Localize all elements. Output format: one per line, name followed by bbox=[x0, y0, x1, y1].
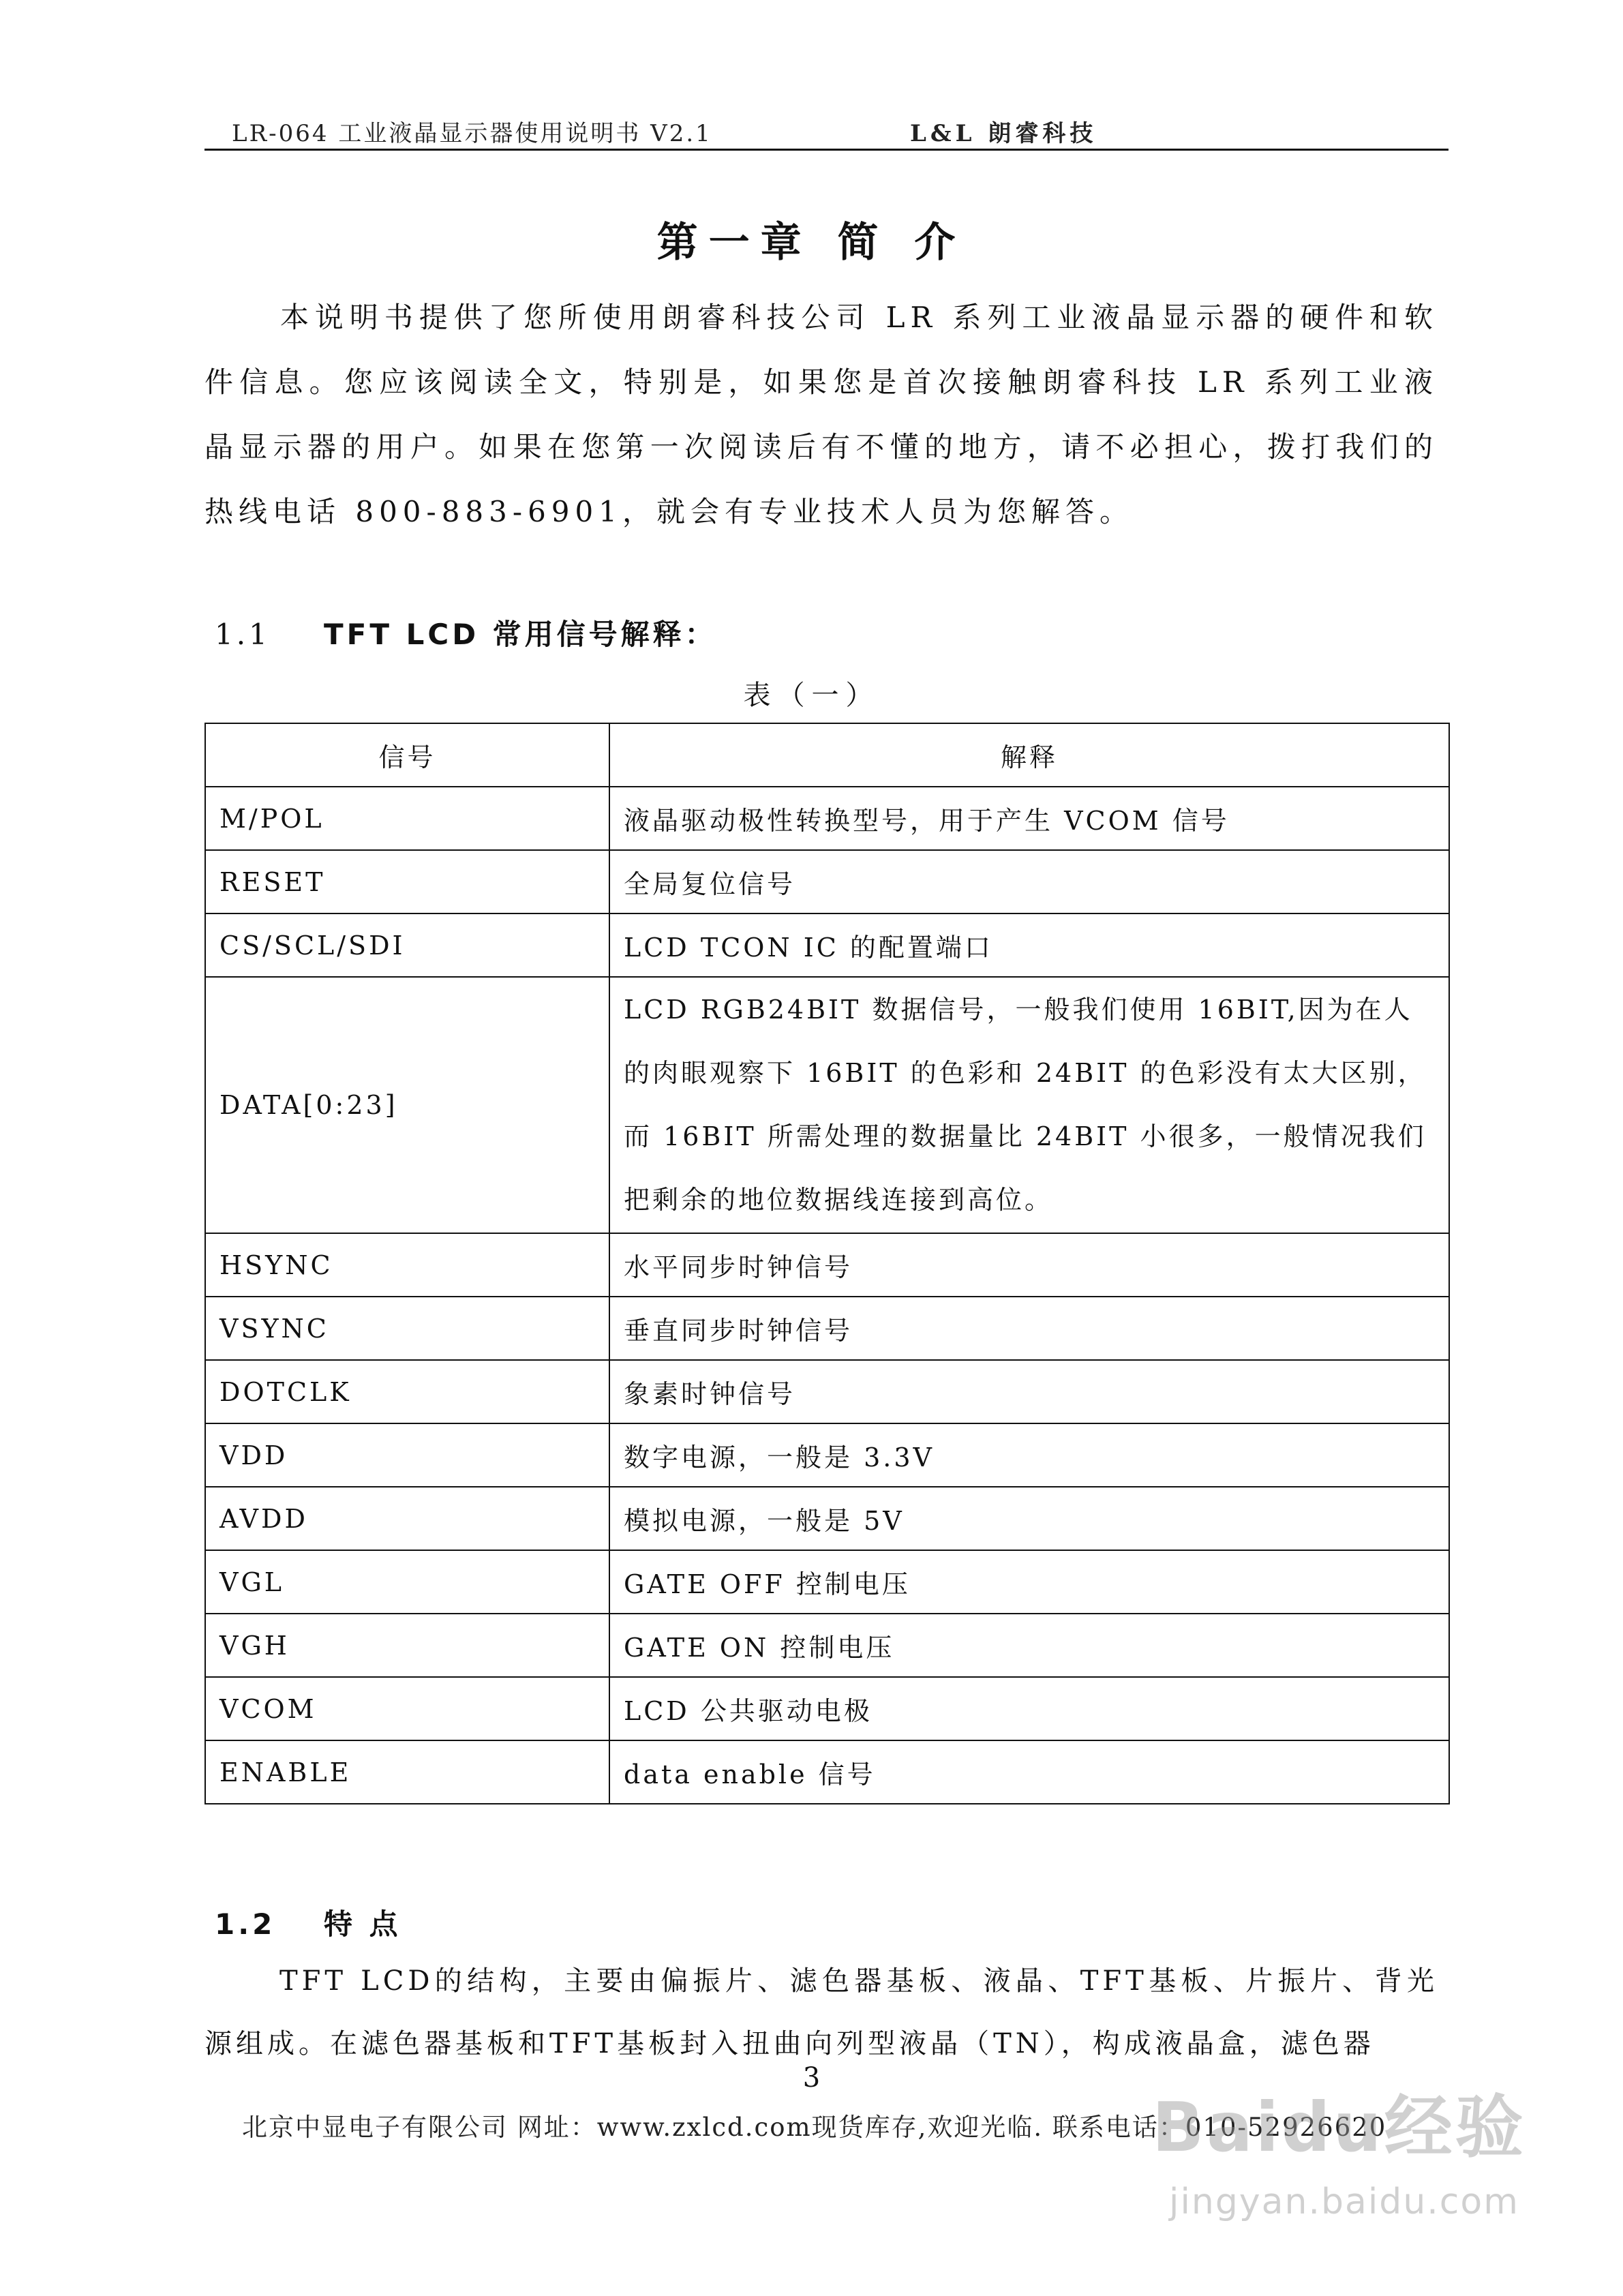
features-paragraph-text: TFT LCD的结构，主要由偏振片、滤色器基板、液晶、TFT基板、片振片、背光源组成。在滤色器基板和TFT基板封入扭曲向列型液晶（TN），构成液晶盒，滤色器 bbox=[204, 1965, 1438, 2059]
explanation-cell: 垂直同步时钟信号 bbox=[609, 1297, 1449, 1360]
explanation-cell: LCD RGB24BIT 数据信号，一般我们使用 16BIT,因为在人的肉眼观察下 16BIT 的色彩和 24BIT 的色彩没有太大区别，而 16BIT 所需处理的数据量比 24BIT 小很多，一般情况我们把剩余的地位数据线连接到高位。 bbox=[609, 977, 1449, 1233]
table-row bbox=[205, 977, 1449, 1233]
table-header-row bbox=[205, 723, 1449, 787]
table-row bbox=[205, 1360, 1449, 1423]
signal-table bbox=[204, 723, 1450, 1804]
features-paragraph bbox=[204, 1950, 1438, 2075]
signal-cell: VGH bbox=[205, 1614, 609, 1677]
signal-cell: ENABLE bbox=[205, 1740, 609, 1804]
explanation-cell: data enable 信号 bbox=[609, 1740, 1449, 1804]
explanation-cell: LCD TCON IC 的配置端口 bbox=[609, 913, 1449, 977]
chapter-title: 第一章 简 介 bbox=[656, 219, 967, 267]
company-name-header: L&L 朗睿科技 bbox=[910, 120, 1097, 147]
header-signal: 信号 bbox=[205, 723, 609, 787]
signal-cell: VSYNC bbox=[205, 1297, 609, 1360]
table-row bbox=[205, 1233, 1449, 1297]
explanation-cell: 全局复位信号 bbox=[609, 850, 1449, 913]
table-row bbox=[205, 1677, 1449, 1740]
signal-cell: HSYNC bbox=[205, 1233, 609, 1297]
section-1-2-number: 1.2 bbox=[215, 1907, 276, 1941]
signal-cell: AVDD bbox=[205, 1487, 609, 1550]
explanation-cell: 模拟电源，一般是 5V bbox=[609, 1487, 1449, 1550]
section-1-1-number: 1.1 bbox=[215, 618, 271, 651]
header-divider bbox=[204, 149, 1448, 151]
page-number: 3 bbox=[802, 2062, 821, 2094]
explanation-cell: GATE OFF 控制电压 bbox=[609, 1550, 1449, 1614]
table-row bbox=[205, 787, 1449, 850]
table-row bbox=[205, 1550, 1449, 1614]
explanation-cell: 象素时钟信号 bbox=[609, 1360, 1449, 1423]
table-row bbox=[205, 1614, 1449, 1677]
table-row bbox=[205, 1740, 1449, 1804]
baidu-jingyan-watermark: Baidu经验 bbox=[1152, 2087, 1526, 2167]
table-row bbox=[205, 913, 1449, 977]
table-caption: 表（一） bbox=[743, 680, 880, 711]
explanation-cell: 液晶驱动极性转换型号，用于产生 VCOM 信号 bbox=[609, 787, 1449, 850]
explanation-cell: 数字电源，一般是 3.3V bbox=[609, 1423, 1449, 1487]
document-title-header: LR-064 工业液晶显示器使用说明书 V2.1 bbox=[232, 120, 712, 147]
header-explanation: 解释 bbox=[609, 723, 1449, 787]
signal-cell: VCOM bbox=[205, 1677, 609, 1740]
table-row bbox=[205, 850, 1449, 913]
section-1-2-title: 特 点 bbox=[324, 1907, 401, 1941]
table-row bbox=[205, 1297, 1449, 1360]
section-1-1-title: TFT LCD 常用信号解释： bbox=[324, 618, 717, 651]
intro-paragraph-text: 本说明书提供了您所使用朗睿科技公司 LR 系列工业液晶显示器的硬件和软件信息。您应该阅读全文，特别是，如果您是首次接触朗睿科技 LR 系列工业液晶显示器的用户。如果在您第一次阅读后有不懂的地方，请不必担心，拨打我们的热线电话 800-883-6901，就会有专业技术人员为您解答。 bbox=[204, 301, 1438, 528]
explanation-cell: LCD 公共驱动电极 bbox=[609, 1677, 1449, 1740]
signal-cell: VGL bbox=[205, 1550, 609, 1614]
table-row bbox=[205, 1487, 1449, 1550]
footer-company-info: 北京中显电子有限公司 网址：www.zxlcd.com现货库存,欢迎光临. 联系电话：010-52926620 bbox=[242, 2113, 1387, 2142]
signal-cell: M/POL bbox=[205, 787, 609, 850]
section-1-1-heading bbox=[215, 612, 717, 653]
signal-cell: RESET bbox=[205, 850, 609, 913]
signal-cell: DATA[0:23] bbox=[205, 977, 609, 1233]
watermark-url: jingyan.baidu.com bbox=[1169, 2181, 1519, 2222]
signal-cell: DOTCLK bbox=[205, 1360, 609, 1423]
section-1-2-heading bbox=[215, 1902, 401, 1943]
signal-cell: CS/SCL/SDI bbox=[205, 913, 609, 977]
explanation-cell: GATE ON 控制电压 bbox=[609, 1614, 1449, 1677]
signal-cell: VDD bbox=[205, 1423, 609, 1487]
table-row bbox=[205, 1423, 1449, 1487]
explanation-cell: 水平同步时钟信号 bbox=[609, 1233, 1449, 1297]
intro-paragraph bbox=[204, 285, 1438, 544]
